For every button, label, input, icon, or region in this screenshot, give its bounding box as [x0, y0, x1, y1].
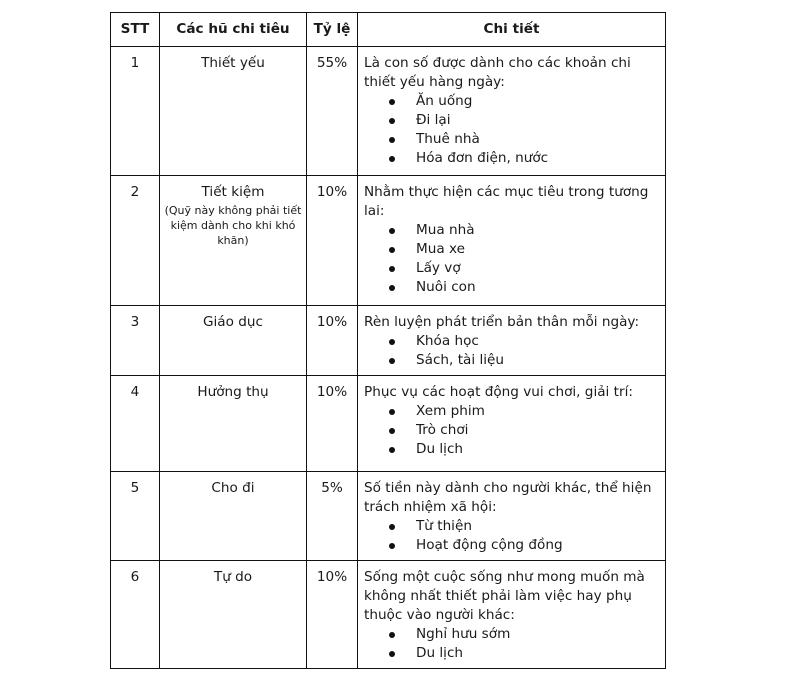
detail-list	[364, 221, 659, 297]
detail-intro: Rèn luyện phát triển bản thân mỗi ngày:	[364, 314, 640, 330]
row-detail	[358, 376, 666, 472]
table-row	[111, 47, 666, 176]
row-jar: Tự do	[160, 561, 307, 669]
header-row	[111, 13, 666, 47]
spending-jars-table	[110, 12, 666, 669]
row-detail	[358, 472, 666, 561]
list-item: Đi lại	[416, 111, 659, 130]
detail-list	[364, 402, 659, 459]
list-item: Nghỉ hưu sớm	[416, 625, 659, 644]
row-rate: 10%	[307, 376, 358, 472]
row-jar: Thiết yếu	[160, 47, 307, 176]
row-detail	[358, 561, 666, 669]
row-rate: 55%	[307, 47, 358, 176]
row-stt: 2	[111, 176, 160, 306]
header-stt: STT	[111, 13, 160, 47]
detail-list	[364, 332, 659, 370]
jar-name: Tiết kiệm	[201, 184, 265, 200]
detail-list	[364, 92, 659, 168]
list-item: Lấy vợ	[416, 259, 659, 278]
list-item: Du lịch	[416, 440, 659, 459]
row-rate: 10%	[307, 561, 358, 669]
detail-intro: Phục vụ các hoạt động vui chơi, giải trí:	[364, 384, 633, 400]
table-row	[111, 376, 666, 472]
list-item: Thuê nhà	[416, 130, 659, 149]
row-detail	[358, 176, 666, 306]
table-row	[111, 176, 666, 306]
row-rate: 10%	[307, 306, 358, 376]
jar-note: (Quỹ này không phải tiết kiệm dành cho khi khó khăn)	[164, 204, 302, 247]
row-jar: Cho đi	[160, 472, 307, 561]
row-stt: 6	[111, 561, 160, 669]
row-detail	[358, 306, 666, 376]
table-row	[111, 306, 666, 376]
row-jar: Hưởng thụ	[160, 376, 307, 472]
list-item: Sách, tài liệu	[416, 351, 659, 370]
row-rate: 5%	[307, 472, 358, 561]
header-rate: Tỷ lệ	[307, 13, 358, 47]
list-item: Mua nhà	[416, 221, 659, 240]
row-stt: 1	[111, 47, 160, 176]
detail-intro: Số tiền này dành cho người khác, thể hiện trách nhiệm xã hội:	[364, 480, 652, 515]
header-jar: Các hũ chi tiêu	[160, 13, 307, 47]
detail-intro: Nhằm thực hiện các mục tiêu trong tương lai:	[364, 184, 649, 219]
list-item: Ăn uống	[416, 92, 659, 111]
row-stt: 3	[111, 306, 160, 376]
list-item: Xem phim	[416, 402, 659, 421]
list-item: Từ thiện	[416, 517, 659, 536]
row-jar	[160, 176, 307, 306]
header-detail: Chi tiết	[358, 13, 666, 47]
list-item: Mua xe	[416, 240, 659, 259]
row-rate: 10%	[307, 176, 358, 306]
detail-intro: Là con số được dành cho các khoản chi thiết yếu hàng ngày:	[364, 55, 631, 90]
row-stt: 5	[111, 472, 160, 561]
list-item: Nuôi con	[416, 278, 659, 297]
table-row	[111, 561, 666, 669]
row-stt: 4	[111, 376, 160, 472]
detail-list	[364, 517, 659, 555]
table-row	[111, 472, 666, 561]
list-item: Hóa đơn điện, nước	[416, 149, 659, 168]
list-item: Hoạt động cộng đồng	[416, 536, 659, 555]
list-item: Khóa học	[416, 332, 659, 351]
detail-intro: Sống một cuộc sống như mong muốn mà không nhất thiết phải làm việc hay phụ thuộc vào người khác:	[364, 569, 645, 623]
row-jar: Giáo dục	[160, 306, 307, 376]
list-item: Trò chơi	[416, 421, 659, 440]
list-item: Du lịch	[416, 644, 659, 663]
row-detail	[358, 47, 666, 176]
detail-list	[364, 625, 659, 663]
